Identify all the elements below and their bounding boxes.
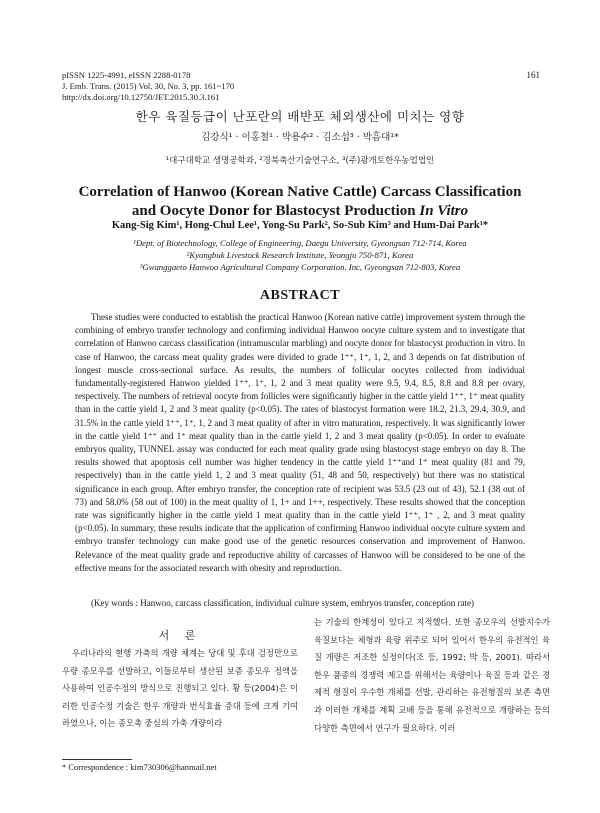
affiliation-3: ³Gwanggaeto Hanwoo Agricultural Company Corporation. Inc, Gyeongsan 712-803, Korea: [139, 262, 461, 272]
footnote-divider: [62, 759, 132, 760]
keywords: (Key words : Hanwoo, carcass classification, individual culture system, embryos transfer, conception rate): [91, 598, 475, 608]
affiliation-2: ²Kyongbuk Livestock Research Institute, Yeongju 750-871, Korea: [186, 250, 414, 260]
doi-link[interactable]: http://dx.doi.org/10.12750/JET.2015.30.3.161: [62, 92, 220, 102]
introduction-left-column: 우리나라의 현행 가축의 개량 체계는 당대 및 후대 검정만으로 우량 종모우를 선발하고, 이들로부터 생산된 보증 종모우 정액을 사용하여 인공수정의 방식으로 진행되고 있다. 황 등(2004)은 이러한 인공수정 기술은 한우 개량과 번식효율 증대 등에 크게 기여하였으나, 이는 종모축 중심의 가축 개량이라: [62, 648, 298, 729]
korean-affiliations: ¹대구대학교 생명공학과, ²경북축산기술연구소, ³(주)광개토한우농업법인: [165, 156, 435, 166]
introduction-right-column: 는 기술의 한계성이 있다고 지적했다. 또한 종모우의 선발지수가 육질보다는 체형과 육량 위주로 되어 있어서 한우의 유전적인 육질 개량은 저조한 실정이다(조 등, 1992; 박 등, 2001). 따라서 한우 품종의 경쟁력 제고를 위해서는 육량이나 육질 등과 같은 경제적 형질이 우수한 개체를 선발, 관리하는 유전형질의 보존 측면과 이러한 개체를 계획 교배 등을 통해 유전적으로 개량하는 등의 다양한 측면에서 연구가 필요하다. 이러: [314, 617, 550, 733]
issn-line: pISSN 1225-4991, eISSN 2288-0178: [62, 70, 191, 80]
correspondence-footnote: * Correspondence : kim730306@hanmail.net: [62, 762, 217, 772]
english-title-line2-text: and Oocyte Donor for Blastocyst Production: [131, 203, 420, 219]
english-affiliations: [0, 237, 600, 273]
journal-header: [62, 70, 234, 103]
english-authors: Kang-Sig Kim¹, Hong-Chul Lee¹, Yong-Su Park², So-Sub Kim³ and Hum-Dai Park¹*: [111, 220, 489, 231]
english-title-line1: Correlation of Hanwoo (Korean Native Cattle) Carcass Classification: [78, 184, 522, 200]
english-title-line2: [0, 202, 600, 221]
english-title: [0, 183, 600, 221]
english-title-italic: In Vitro: [419, 203, 469, 219]
journal-citation: J. Emb. Trans. (2015) Vol. 30, No. 3, pp. 161~170: [62, 81, 235, 91]
affiliation-1: ¹Dept. of Biotechnology, College of Engineering, Daegu University, Gyeongsan 712-714, Korea: [133, 238, 467, 248]
page-number: 161: [526, 70, 540, 80]
abstract-text: These studies were conducted to establish the practical Hanwoo (Korean native cattle) improvement system through the combining of embryo transfer technology and confirming individual Hanwoo oocyte culture system and to investigate that correlation of Hanwoo carcass classification (intramuscular marbling) and oocyte donor for blastocyst production in vitro. In case of Hanwoo, the carcass meat quality grades were divided to grade 1⁺⁺, 1⁺, 1, 2, and 3 depends on fat distribution of longest muscle cross-sectional surface. As results, the numbers of follicular oocytes collected from individual fundamentally-registered Hanwoo yielded 1⁺⁺, 1⁺, 1, 2 and 3 meat quality were 9.5, 9.4, 8.5, 8.8 and 8.8 per ovary, respectively. The numbers of retrieval oocyte from follicles were significantly higher in the cattle yield 1⁺⁺, 1⁺ meat quality than in the cattle yield 1, 2 and 3 meat quality (p<0.05). The rates of blastocyst formation were 18.2, 21.3, 29.4, 30.9, and 31.5% in the cattle yield 1⁺⁺, 1⁺, 1, 2 and 3 meat quality of after in vitro maturation, respectively. It was significantly lower in the cattle yield 1⁺⁺ and 1⁺ meat quality than in the cattle yield 1, 2 and 3 meat quality (p<0.05). In order to evaluate embryos quality, TUNNEL assay was conducted for each meat quality grade using blastocyst stage embryo on day 8. The results showed that apoptosis cell number was higher tendency in the cattle yield 1⁺⁺and 1⁺ meat quality (81 and 79, respectively) than in the cattle yield 1, 2 and 3 meat quality (51, 48 and 50, respectively) but there was no statistical significance in each group. After embryo transfer, the conception rate of recipient was 53.5 (23 out of 43), 52.1 (38 out of 73) and 58.0% (58 out of 100) in the meat quality of 1, 1+ and 1++, respectively. These results showed that the conception rate was significantly higher in the cattle yield 1 meat quality than in the cattle yield 1⁺⁺, 1⁺ , 2, and 3 meat quality (p<0.05). In summary, these results indicate that the application of confirming Hanwoo individual oocyte culture system and embryo transfer technology can make good use of the genetic resources conservation and improvement of Hanwoo. Relevance of the meat quality grade and reproductive ability of carcasses of Hanwoo will be considered to be one of the effective means for the associated research with obesity and reproduction.: [75, 312, 525, 573]
abstract-heading: ABSTRACT: [259, 288, 341, 303]
korean-authors: 김강식¹ · 이홍철¹ · 박용수² · 김소섭³ · 박흠대¹*: [201, 132, 399, 143]
korean-title: 한우 육질등급이 난포란의 배반포 체외생산에 미치는 영향: [135, 109, 465, 124]
introduction-heading: 서 론: [158, 629, 202, 642]
